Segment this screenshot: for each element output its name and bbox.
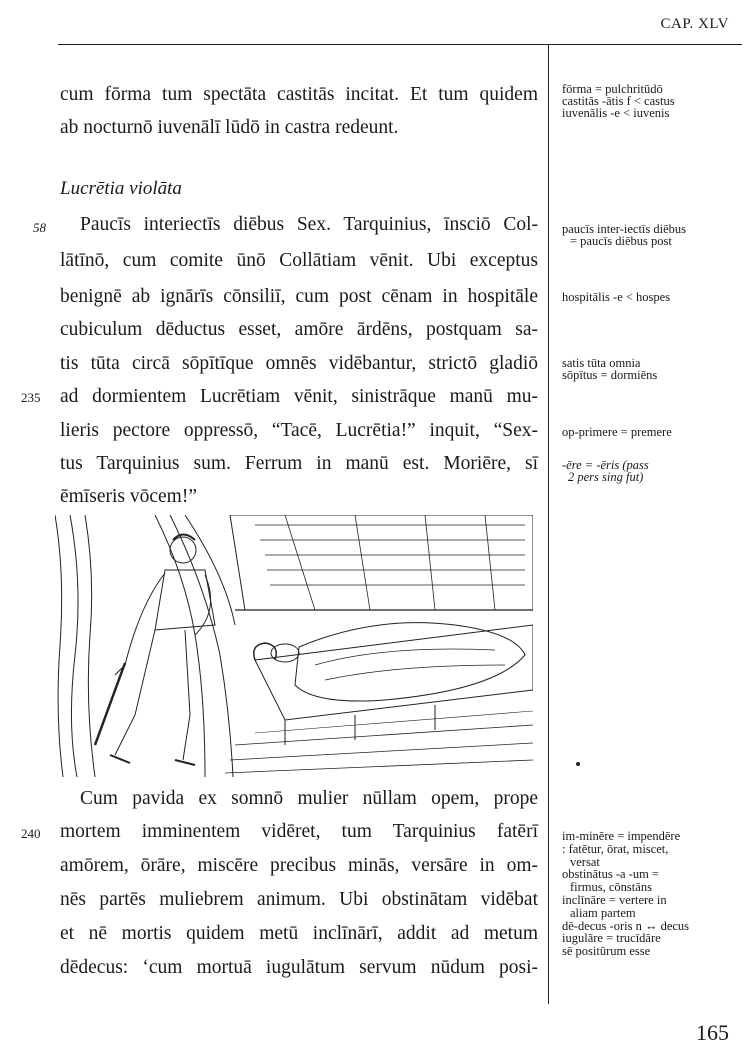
text-line: Cum pavida ex somnō mulier nūllam opem, prope bbox=[80, 788, 538, 809]
header-rule bbox=[58, 44, 742, 45]
sidenote-line: versat bbox=[570, 854, 600, 869]
sidenote-line: satis tūta omnia bbox=[562, 356, 641, 370]
margin-rule bbox=[548, 44, 549, 1004]
sidenote-group bbox=[562, 83, 742, 119]
sidenote-line: fōrma = pulchritūdō bbox=[562, 82, 663, 96]
sidenote-line: firmus, cōnstāns bbox=[570, 880, 652, 895]
text-line: tus Tarquinius sum. Ferrum in manū est. Moriēre, sī bbox=[60, 453, 538, 474]
sidenote-line: inclīnāre = vertere in bbox=[562, 892, 667, 907]
sidenote-line: sē positūrum esse bbox=[562, 944, 651, 959]
sidenote-line: obstinātus -a -um = bbox=[562, 867, 659, 882]
sidenote-group bbox=[562, 426, 742, 438]
section-heading: Lucrētia violāta bbox=[60, 178, 182, 199]
page-number: 165 bbox=[696, 1020, 729, 1045]
sidenote-line: dē-decus -oris n ↔ decus bbox=[562, 918, 690, 933]
text-line: cubiculum dēductus esset, amōre ārdēns, postquam sa- bbox=[60, 319, 538, 340]
line-number: 235 bbox=[21, 390, 41, 405]
text-line: amōrem, ōrāre, miscēre precibus minās, versāre in om- bbox=[60, 855, 538, 876]
sidenote-line: hospitālis -e < hospes bbox=[562, 290, 671, 304]
text-line: nēs partēs muliebrem animum. Ubi obstinātam vidēbat bbox=[60, 889, 538, 910]
text-line: ēmīseris vōcem!” bbox=[60, 486, 197, 507]
sidenote-line: : fatētur, ōrat, miscet, bbox=[562, 841, 669, 856]
sidenote-group bbox=[562, 459, 742, 483]
sidenote-line: 2 pers sing fut) bbox=[568, 470, 644, 484]
sidenote-line: iugulāre = trucīdāre bbox=[562, 931, 661, 946]
illustration-lucretia bbox=[55, 515, 533, 777]
text-line: dēdecus: ‘cum mortuā iugulātum servum nūdum posi- bbox=[60, 957, 538, 978]
sidenote-line: castitās -ātis f < castus bbox=[562, 94, 675, 108]
text-line: lātīnō, cum comite ūnō Collātiam vēnit. Ubi exceptus bbox=[60, 250, 538, 271]
sidenote-line: sōpītus = dormiēns bbox=[562, 368, 658, 382]
text-line: cum fōrma tum spectāta castitās incitat. Et tum quidem bbox=[60, 84, 538, 105]
sidenote-group bbox=[562, 291, 742, 303]
line-number: 58 bbox=[33, 220, 46, 235]
ink-dot bbox=[576, 762, 580, 766]
text-line: tis tūta circā sōpītīque omnēs vidēbantur, strictō gladiō bbox=[60, 353, 538, 374]
chapter-heading: CAP. XLV bbox=[660, 16, 729, 32]
sidenote-line: iuvenālis -e < iuvenis bbox=[562, 106, 670, 120]
text-line: lieris pectore oppressō, “Tacē, Lucrētia!” inquit, “Sex- bbox=[60, 420, 538, 441]
sidenote-group bbox=[562, 357, 742, 381]
sidenote-line: -ēre = -ēris (pass bbox=[562, 458, 649, 472]
text-line: ad dormientem Lucrētiam vēnit, sinistrāque manū mu- bbox=[60, 386, 538, 407]
sidenote-line: aliam partem bbox=[570, 905, 636, 920]
sidenote-line: paucīs inter-iectīs diēbus bbox=[562, 222, 687, 236]
text-line: Paucīs interiectīs diēbus Sex. Tarquinius, īnsciō Col- bbox=[80, 214, 538, 235]
sidenote-line: im-minēre = impendēre bbox=[562, 829, 681, 843]
sidenote-line: op-primere = premere bbox=[562, 425, 672, 439]
line-number: 240 bbox=[21, 826, 41, 841]
sidenote-group bbox=[562, 830, 742, 958]
sidenote-line: = paucīs diēbus post bbox=[570, 234, 672, 248]
text-line: benignē ab ignārīs cōnsiliī, cum post cēnam in hospitāle bbox=[60, 286, 538, 307]
text-line: mortem imminentem vidēret, tum Tarquinius fatērī bbox=[60, 821, 538, 842]
sidenote-group bbox=[562, 223, 742, 247]
text-line: et nē mortis quidem metū inclīnārī, addit ad metum bbox=[60, 923, 538, 944]
text-line: ab nocturnō iuvenālī lūdō in castra redeunt. bbox=[60, 117, 399, 138]
